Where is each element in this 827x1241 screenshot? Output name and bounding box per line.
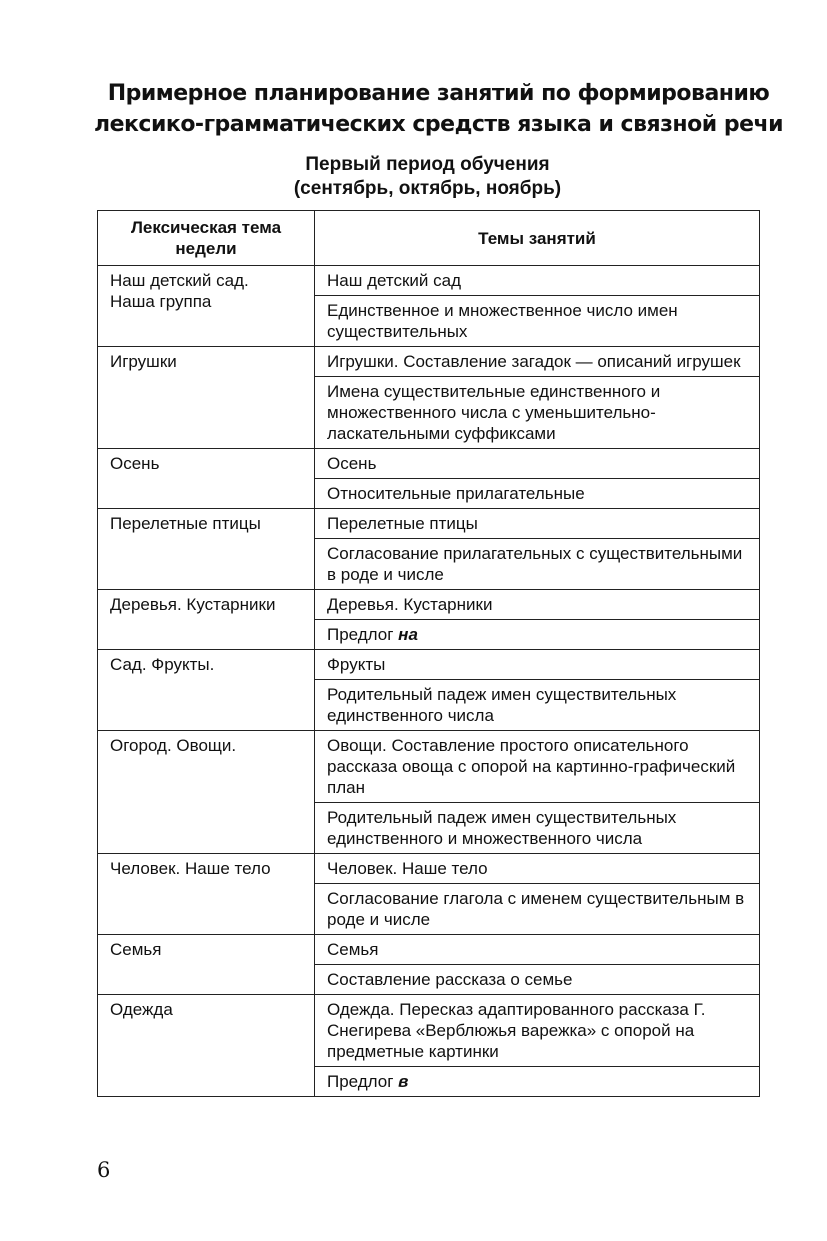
lexical-theme-cell: [98, 590, 315, 650]
lexical-theme-line: Наш детский сад.: [110, 271, 249, 290]
lesson-topic-text: Игрушки. Составление загадок — описаний игрушек: [327, 352, 741, 371]
page-title: [60, 78, 817, 140]
plan-table: [97, 210, 760, 1097]
lexical-theme-line: Семья: [110, 940, 162, 959]
lesson-topic-text: Семья: [327, 940, 379, 959]
lesson-topic-cell: [315, 377, 760, 449]
table-row: [98, 509, 760, 539]
table-row: [98, 347, 760, 377]
lesson-topic-cell: [315, 1067, 760, 1097]
table-header-row: [98, 211, 760, 266]
lesson-topic-text: Фрукты: [327, 655, 386, 674]
lesson-topic-cell: [315, 479, 760, 509]
lesson-topic-cell: [315, 539, 760, 590]
lesson-topic-cell: [315, 884, 760, 935]
lesson-topic-cell: [315, 347, 760, 377]
page-title-line-2: лексико-грамматических средств языка и связной речи: [93, 112, 784, 137]
lexical-theme-line: Перелетные птицы: [110, 514, 261, 533]
lesson-topic-text: Имена существительные единственного и множественного числа с уменьшительно-ласкательными суффиксами: [327, 382, 661, 443]
header-lesson-topics: Темы занятий: [315, 211, 760, 266]
lexical-theme-cell: [98, 509, 315, 590]
lesson-topic-text: Согласование глагола с именем существительным в роде и числе: [327, 889, 745, 929]
lesson-topic-cell: [315, 965, 760, 995]
lesson-topic-text: Родительный падеж имен существительных единственного числа: [327, 685, 677, 725]
lexical-theme-line: Осень: [110, 454, 160, 473]
lexical-theme-cell: [98, 266, 315, 347]
lexical-theme-line: Игрушки: [110, 352, 177, 371]
lesson-topic-text: Относительные прилагательные: [327, 484, 585, 503]
lesson-topic-cell: [315, 266, 760, 296]
lexical-theme-cell: [98, 854, 315, 935]
lesson-topic-cell: [315, 995, 760, 1067]
table-row: [98, 266, 760, 296]
table-row: [98, 935, 760, 965]
lesson-topic-cell: [315, 296, 760, 347]
lesson-topic-text: Деревья. Кустарники: [327, 595, 493, 614]
lesson-topic-cell: [315, 803, 760, 854]
lesson-topic-text: Предлог: [327, 1072, 399, 1091]
lexical-theme-cell: [98, 731, 315, 854]
lesson-topic-cell: [315, 620, 760, 650]
lesson-topic-text: Человек. Наше тело: [327, 859, 488, 878]
page-title-line-1: Примерное планирование занятий по формированию: [107, 81, 770, 106]
table-row: [98, 731, 760, 803]
lesson-topic-text: Перелетные птицы: [327, 514, 478, 533]
lexical-theme-cell: [98, 347, 315, 449]
lesson-topic-cell: [315, 509, 760, 539]
lesson-topic-cell: [315, 731, 760, 803]
page-number: 6: [97, 1158, 111, 1182]
lesson-topic-cell: [315, 680, 760, 731]
period-heading: [97, 153, 758, 201]
lexical-theme-line: Человек. Наше тело: [110, 859, 271, 878]
period-heading-line-1: Первый период обучения: [305, 154, 550, 175]
lesson-topic-cell: [315, 854, 760, 884]
table-body: [98, 266, 760, 1097]
table-row: [98, 590, 760, 620]
lesson-topic-cell: [315, 590, 760, 620]
lexical-theme-cell: [98, 449, 315, 509]
table-row: [98, 650, 760, 680]
lesson-topic-cell: [315, 449, 760, 479]
table-row: [98, 995, 760, 1067]
lexical-theme-line: Наша группа: [110, 292, 212, 311]
lexical-theme-line: Деревья. Кустарники: [110, 595, 276, 614]
lexical-theme-cell: [98, 650, 315, 731]
lesson-topic-text: Предлог: [327, 625, 399, 644]
lexical-theme-cell: [98, 995, 315, 1097]
lesson-topic-text: Осень: [327, 454, 377, 473]
table-row: [98, 449, 760, 479]
lesson-topic-emphasis: на: [398, 625, 418, 644]
period-heading-line-2: (сентябрь, октябрь, ноябрь): [293, 178, 562, 199]
lexical-theme-line: Сад. Фрукты.: [110, 655, 215, 674]
lesson-topic-text: Одежда. Пересказ адаптированного рассказа Г. Снегирева «Верблюжья варежка» с опорой на предметные картинки: [327, 1000, 706, 1061]
lesson-topic-cell: [315, 650, 760, 680]
header-lexical-theme: Лексическая тема недели: [98, 211, 315, 266]
lesson-topic-emphasis: в: [398, 1072, 409, 1091]
lesson-topic-text: Составление рассказа о семье: [327, 970, 573, 989]
lesson-topic-text: Наш детский сад: [327, 271, 462, 290]
table-row: [98, 854, 760, 884]
lexical-theme-line: Одежда: [110, 1000, 173, 1019]
lesson-topic-text: Согласование прилагательных с существительными в роде и числе: [327, 544, 743, 584]
lesson-topic-text: Родительный падеж имен существительных единственного и множественного числа: [327, 808, 677, 848]
lexical-theme-line: Огород. Овощи.: [110, 736, 237, 755]
lesson-topic-text: Овощи. Составление простого описательного рассказа овоща с опорой на картинно-графический план: [327, 736, 736, 797]
lexical-theme-cell: [98, 935, 315, 995]
lesson-topic-cell: [315, 935, 760, 965]
lesson-topic-text: Единственное и множественное число имен существительных: [327, 301, 678, 341]
